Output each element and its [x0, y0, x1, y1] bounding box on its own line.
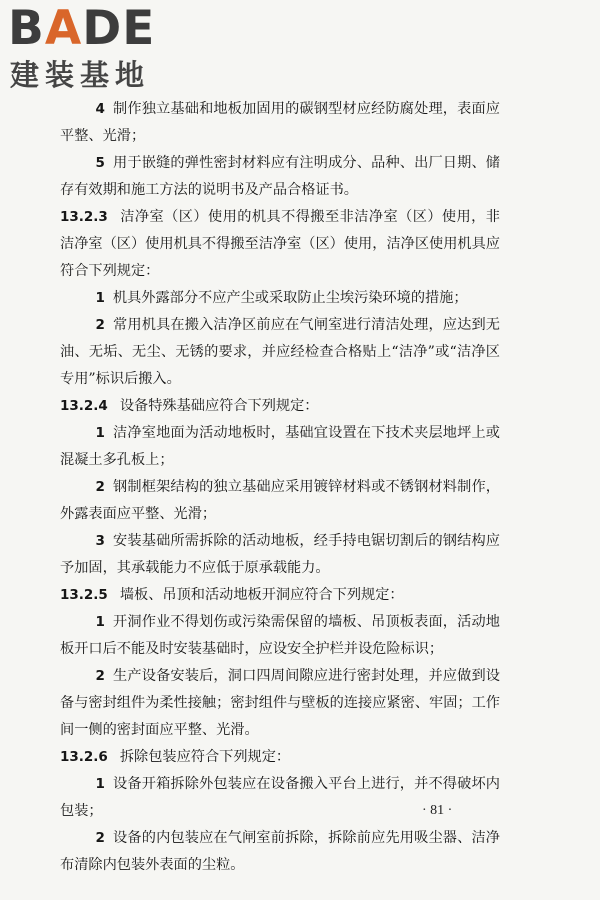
document-body	[60, 96, 500, 879]
list-item	[60, 474, 500, 528]
paragraph-text: 洁净室地面为活动地板时，基础宜设置在下技术夹层地坪上或混凝土多孔板上；	[60, 425, 500, 468]
clause-number: 13.2.6	[60, 749, 108, 765]
item-number: 1	[95, 776, 105, 792]
clause-number: 13.2.3	[60, 209, 108, 225]
paragraph-text: 开洞作业不得划伤或污染需保留的墙板、吊顶板表面，活动地板开口后不能及时安装基础时，应设安全护栏并设危险标识；	[60, 614, 500, 657]
list-item	[60, 825, 500, 879]
paragraph-text: 安装基础所需拆除的活动地板，经手持电锯切割后的钢结构应予加固，其承载能力不应低于原承载能力。	[60, 533, 500, 576]
item-number: 2	[95, 317, 105, 333]
list-item	[60, 609, 500, 663]
logo-wordmark: BADE	[8, 1, 156, 56]
paragraph-text: 设备开箱拆除外包装应在设备搬入平台上进行，并不得破坏内包装；	[60, 776, 500, 819]
paragraph-text: 用于嵌缝的弹性密封材料应有注明成分、品种、出厂日期、储存有效期和施工方法的说明书及产品合格证书。	[60, 155, 500, 198]
item-number: 1	[95, 290, 105, 306]
item-number: 4	[95, 101, 105, 117]
list-item	[60, 528, 500, 582]
item-number: 2	[95, 479, 105, 495]
paragraph-text: 常用机具在搬入洁净区前应在气闸室进行清洁处理，应达到无油、无垢、无尘、无锈的要求，并应经检查合格贴上“洁净”或“洁净区专用”标识后搬入。	[60, 317, 500, 387]
bade-logo	[8, 2, 178, 92]
item-number: 1	[95, 425, 105, 441]
paragraph-text: 设备的内包装应在气闸室前拆除，拆除前应先用吸尘器、洁净布清除内包装外表面的尘粒。	[60, 830, 500, 873]
list-item	[60, 663, 500, 744]
paragraph-text: 洁净室（区）使用的机具不得搬至非洁净室（区）使用，非洁净室（区）使用机具不得搬至洁净室（区）使用，洁净区使用机具应符合下列规定：	[60, 209, 500, 279]
paragraph-text: 机具外露部分不应产尘或采取防止尘埃污染环境的措施；	[112, 290, 468, 306]
list-item	[60, 312, 500, 393]
list-item	[60, 285, 500, 312]
list-item	[60, 420, 500, 474]
clause-paragraph	[60, 582, 500, 609]
logo-subtitle: 建装基地	[10, 58, 151, 92]
paragraph-text: 钢制框架结构的独立基础应采用镀锌材料或不锈钢材料制作，外露表面应平整、光滑；	[60, 479, 500, 522]
paragraph-text: 生产设备安装后，洞口四周间隙应进行密封处理，并应做到设备与密封组件为柔性接触；密封组件与壁板的连接应紧密、牢固；工作间一侧的密封面应平整、光滑。	[60, 668, 500, 738]
item-number: 5	[95, 155, 105, 171]
item-number: 2	[95, 830, 105, 846]
item-number: 3	[95, 533, 105, 549]
paragraph-text: 制作独立基础和地板加固用的碳钢型材应经防腐处理，表面应平整、光滑；	[60, 101, 500, 144]
list-item	[60, 96, 500, 150]
item-number: 1	[95, 614, 105, 630]
clause-paragraph	[60, 204, 500, 285]
paragraph-text: 墙板、吊顶和活动地板开洞应符合下列规定：	[119, 587, 404, 603]
item-number: 2	[95, 668, 105, 684]
clause-number: 13.2.4	[60, 398, 108, 414]
clause-paragraph	[60, 744, 500, 771]
list-item	[60, 150, 500, 204]
paragraph-text: 设备特殊基础应符合下列规定：	[119, 398, 319, 414]
clause-number: 13.2.5	[60, 587, 108, 603]
paragraph-text: 拆除包装应符合下列规定：	[119, 749, 291, 765]
page-number: · 81 ·	[422, 803, 453, 818]
clause-paragraph	[60, 393, 500, 420]
